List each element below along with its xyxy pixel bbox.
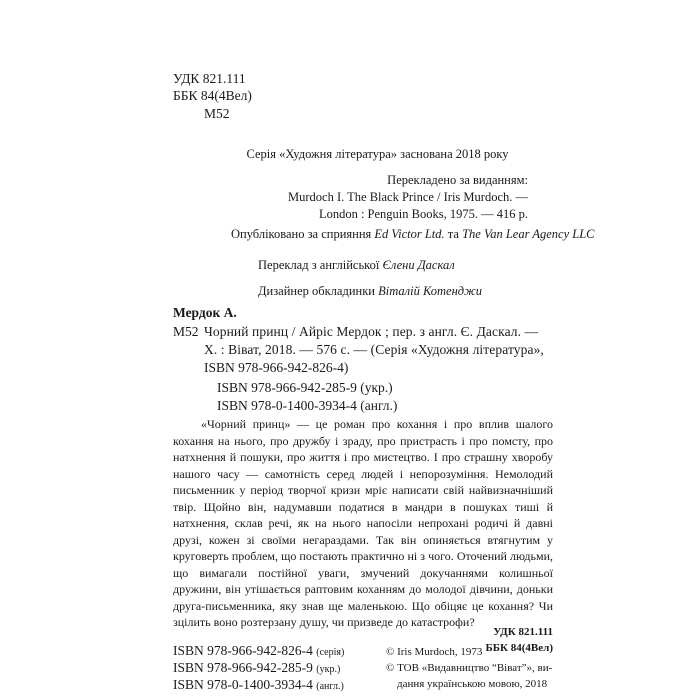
footer-isbn-eng [173,677,344,693]
published-with-prefix: Опубліковано за сприяння [231,227,375,241]
footer-isbn-ukr-note: (укр.) [316,664,341,675]
annotation-udk: УДК 821.111 [493,626,553,638]
translated-from-line1: Murdoch I. The Black Prince / Iris Murdoch. — [288,190,528,204]
footer-isbn-ukr-number: ISBN 978-966-942-285-9 [173,660,313,675]
footer-isbn-series-note: (серія) [316,647,345,658]
published-with-and: та [444,227,463,241]
translator-name: Єлени Даскал [382,258,455,272]
catalog-line3: ISBN 978-966-942-826-4) [204,360,349,375]
catalog-isbn-eng: ISBN 978-0-1400-3934-4 (англ.) [217,398,398,413]
udk-code: УДК 821.111 [173,71,246,86]
designer-credit [258,284,482,299]
translated-from-line2: London : Penguin Books, 1975. — 416 p. [318,207,528,221]
series-note: Серія «Художня література» заснована 2018 року [246,147,509,161]
annotation [173,416,553,631]
agency-ed-victor: Ed Victor Ltd. [374,227,445,241]
catalog-line2: Х. : Віват, 2018. — 576 с. — (Серія «Художня література», [204,342,544,357]
annotation-text: «Чорний принц» — це роман про кохання і про вплив шалого кохання на нього, про дружбу і зраду, про пристрасть і про помсту, про натхнення й пошуки, про життя і про мистецтво. І про страшну хворобу нашого часу — самотність серед людей і непорозуміння. Немолодий письменник у період творчої кризи мріє написати свій найвизначніший твір. Щойно він, надумавши податися в мандри в пошуках тиші й натхнення, склав речі, як на нього напосіли непрохані родичі й давні друзі, кожен зі своїми негараздами. Так він опиняється втягнутим у круговерть проблем, що постають практично ні з чого. Оточений людьми, що вимагали постійної уваги, змучений докучаннями колишньої дружини, він утішається раптовим коханням до молодої дівчини, доньки друга-письменника, яку знав ще маленькою. Що обіцяє це кохання? Чи зцілить воно розтерзану душу, чи призведе до катастрофи? [173,417,553,629]
copyright-edition: дання українською мовою, 2018 [397,678,548,690]
translator-credit [258,258,455,273]
footer-isbn-eng-number: ISBN 978-0-1400-3934-4 [173,677,313,692]
author-mark: М52 [204,106,230,121]
designer-prefix: Дизайнер обкладинки [258,284,379,298]
footer-isbn-series-number: ISBN 978-966-942-826-4 [173,643,313,658]
footer-isbn-ukr [173,660,340,676]
copyright-publisher: © ТОВ «Видавництво “Віват”», ви- [386,662,553,674]
catalog-isbn-ukr: ISBN 978-966-942-285-9 (укр.) [217,380,393,395]
agency-van-lear: The Van Lear Agency LLC [462,227,595,241]
catalog-author: Мердок А. [173,305,237,320]
annotation-bbk: ББК 84(4Вел) [485,642,553,654]
footer-isbn-eng-note: (англ.) [316,681,344,692]
catalog-line1: Чорний принц / Айріс Мердок ; пер. з англ. Є. Даскал. — [204,324,539,339]
copyright-author: © Iris Murdoch, 1973 [386,646,483,658]
footer-isbn-series [173,643,344,659]
published-with [231,227,595,242]
translator-prefix: Переклад з англійської [258,258,383,272]
bbk-code: ББК 84(4Вел) [173,88,252,103]
catalog-code: М52 [173,324,199,339]
translated-from-heading: Перекладено за виданням: [387,173,528,187]
designer-name: Віталій Котенджи [378,284,482,298]
